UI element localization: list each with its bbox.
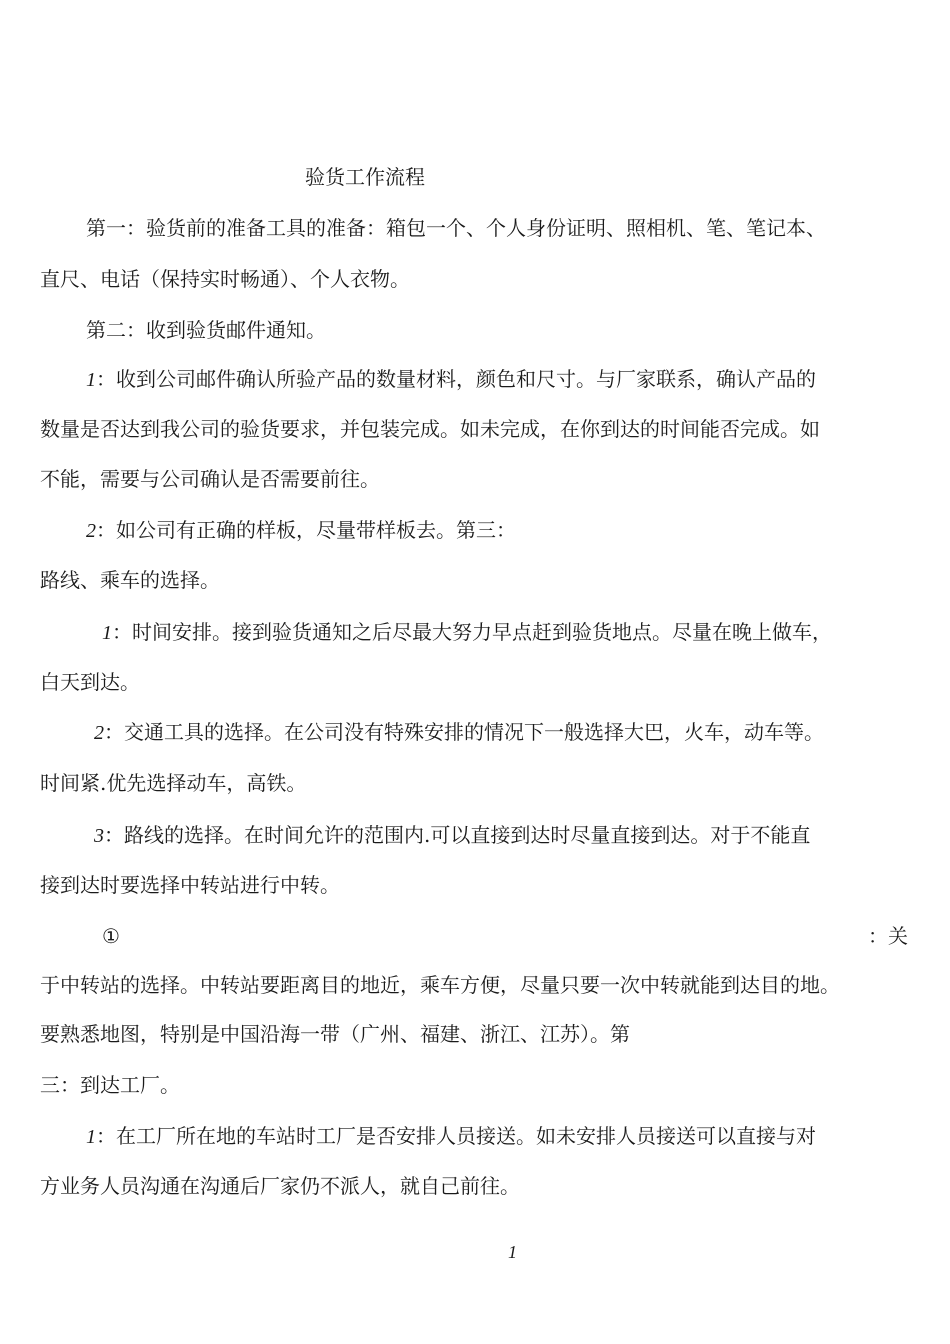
paragraph-line — [86, 1123, 816, 1150]
line-text: 第二：收到验货邮件通知。 — [86, 318, 326, 342]
line-text: ① — [102, 924, 120, 948]
item-number: 1 — [102, 622, 112, 644]
paragraph-line — [86, 317, 326, 343]
document-title: 验货工作流程 — [305, 165, 425, 189]
item-number: 2 — [94, 722, 104, 744]
line-text: 不能，需要与公司确认是否需要前往。 — [40, 467, 380, 491]
paragraph-line — [40, 669, 140, 695]
line-text: 接到达时要选择中转站进行中转。 — [40, 873, 340, 897]
item-number: 1 — [86, 369, 96, 391]
item-number: 3 — [94, 825, 104, 847]
line-text: ：如公司有正确的样板，尽量带样板去。第三： — [96, 518, 516, 542]
line-text: ：路线的选择。在时间允许的范围内.可以直接到达时尽量直接到达。对于不能直 — [104, 823, 811, 847]
page-number: 1 — [508, 1242, 517, 1262]
line-text: 白天到达。 — [40, 670, 140, 694]
item-number: 2 — [86, 520, 96, 542]
paragraph-line — [40, 872, 340, 898]
line-text: 方业务人员沟通在沟通后厂家仍不派人，就自己前往。 — [40, 1174, 520, 1198]
paragraph-line — [40, 567, 220, 593]
paragraph-line — [40, 266, 410, 292]
paragraph-line — [94, 822, 810, 849]
paragraph-line — [86, 517, 516, 544]
line-text: 数量是否达到我公司的验货要求，并包装完成。如未完成，在你到达的时间能否完成。如 — [40, 417, 820, 441]
paragraph-line — [94, 719, 824, 746]
paragraph-line — [40, 972, 840, 998]
line-text: ：关 — [868, 924, 908, 948]
line-text: 直尺、电话（保持实时畅通）、个人衣物。 — [40, 267, 410, 291]
line-text: 要熟悉地图，特别是中国沿海一带（广州、福建、浙江、江苏）。第 — [40, 1022, 630, 1046]
paragraph-line — [102, 619, 832, 646]
line-text: ：收到公司邮件确认所验产品的数量材料，颜色和尺寸。与厂家联系，确认产品的 — [96, 367, 816, 391]
item-number: 1 — [86, 1126, 96, 1148]
line-text: ：时间安排。接到验货通知之后尽最大努力早点赶到验货地点。尽量在晚上做车， — [112, 620, 832, 644]
paragraph-line — [868, 923, 908, 949]
paragraph-line — [40, 770, 306, 796]
line-text: 时间紧.优先选择动车，高铁。 — [40, 771, 307, 795]
paragraph-line — [40, 1072, 180, 1098]
line-text: 三：到达工厂。 — [40, 1073, 180, 1097]
line-text: 第一：验货前的准备工具的准备：箱包一个、个人身份证明、照相机、笔、笔记本、 — [86, 216, 826, 240]
paragraph-line — [86, 215, 826, 241]
line-text: 于中转站的选择。中转站要距离目的地近，乘车方便，尽量只要一次中转就能到达目的地。 — [40, 973, 840, 997]
line-text: ：交通工具的选择。在公司没有特殊安排的情况下一般选择大巴，火车，动车等。 — [104, 720, 824, 744]
paragraph-line — [40, 1021, 630, 1047]
line-text: 路线、乘车的选择。 — [40, 568, 220, 592]
paragraph-line — [40, 416, 820, 442]
paragraph-line — [40, 466, 380, 492]
circled-number — [102, 923, 120, 949]
line-text: ：在工厂所在地的车站时工厂是否安排人员接送。如未安排人员接送可以直接与对 — [96, 1124, 816, 1148]
paragraph-line — [40, 1173, 520, 1199]
paragraph-line — [86, 366, 816, 393]
